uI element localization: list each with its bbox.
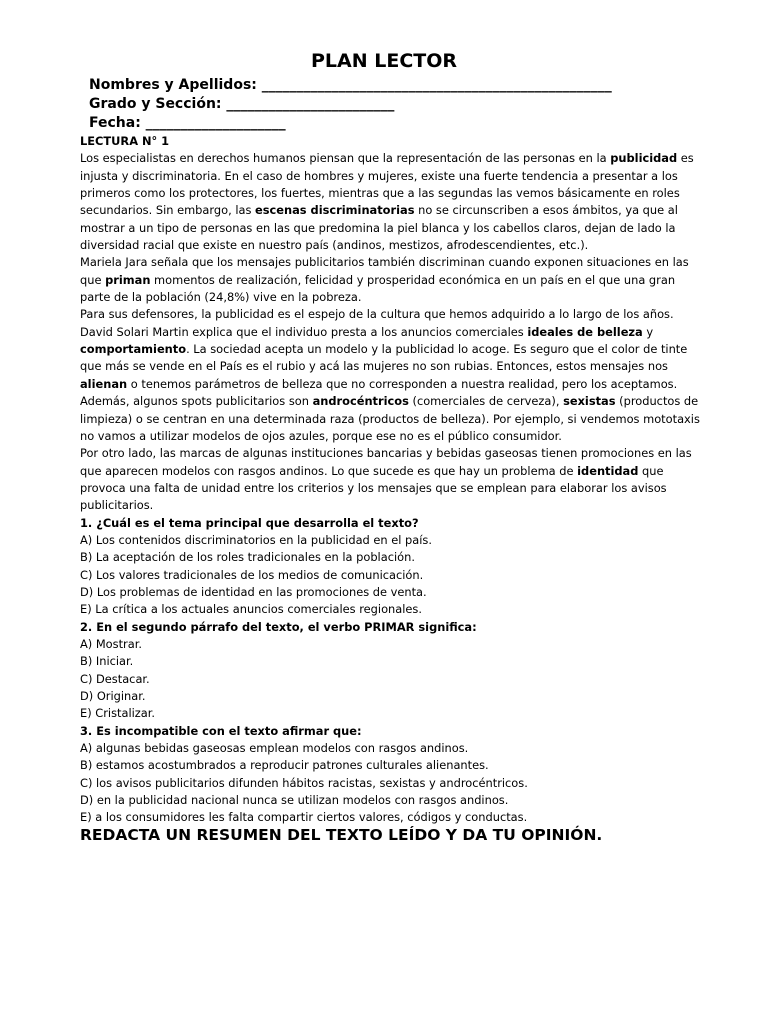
text-run: o tenemos parámetros de belleza que no corresponden a nuestra realidad, pero los aceptamos. Además, algunos spots publicitarios son: [80, 376, 678, 409]
page-title: PLAN LECTOR: [310, 50, 458, 72]
keyword-alienan: alienan: [80, 376, 128, 391]
question-2: 2. En el segundo párrafo del texto, el verbo PRIMAR significa:: [80, 619, 477, 634]
keyword-priman: priman: [105, 272, 151, 287]
question-1-option-c[interactable]: C) Los valores tradicionales de los medios de comunicación.: [80, 567, 424, 582]
question-3-option-c[interactable]: C) los avisos publicitarios difunden hábitos racistas, sexistas y androcéntricos.: [80, 775, 528, 790]
text-run: (productos de limpieza) o se centran en una determinada raza (productos de belleza). Por ejemplo, si vendemos mototaxis no vamos a utilizar modelos de ojos azules, porque ese no es el público consumidor.: [80, 394, 700, 443]
names-field[interactable]: Nombres y Apellidos: __________________________________________________: [89, 77, 612, 93]
text-run: que provoca una falta de unidad entre los criterios y los mensajes que se emplean para elaborar los avisos publicitarios.: [80, 463, 667, 513]
question-3: 3. Es incompatible con el texto afirmar que:: [80, 723, 362, 738]
question-2-option-e[interactable]: E) Cristalizar.: [80, 706, 155, 721]
text-run: Por otro lado, las marcas de algunas instituciones bancarias y bebidas gaseosas tienen promociones en las que aparecen modelos con rasgos andinos. Lo que sucede es que hay un problema de: [80, 446, 692, 478]
question-1-option-b[interactable]: B) La aceptación de los roles tradicionales en la población.: [80, 550, 415, 565]
keyword-ideales-de-belleza: ideales de belleza: [527, 324, 643, 339]
reading-paragraph-2: [80, 254, 706, 306]
keyword-identidad: identidad: [577, 463, 639, 478]
question-3-option-e[interactable]: E) a los consumidores les falta compartir ciertos valores, códigos y conductas.: [80, 810, 528, 825]
text-run: (comerciales de cerveza),: [408, 394, 564, 409]
question-1-option-d[interactable]: D) Los problemas de identidad en las promociones de venta.: [80, 584, 427, 599]
question-2-option-b[interactable]: B) Iniciar.: [80, 654, 134, 669]
grade-section-field[interactable]: Grado y Sección: ________________________: [89, 96, 395, 112]
question-2-option-c[interactable]: C) Destacar.: [80, 671, 150, 686]
keyword-androcentricos: androcéntricos: [312, 394, 409, 409]
question-3-option-b[interactable]: B) estamos acostumbrados a reproducir patrones culturales alienantes.: [80, 758, 489, 773]
question-3-option-a[interactable]: A) algunas bebidas gaseosas emplean modelos con rasgos andinos.: [80, 741, 469, 756]
reading-label: LECTURA N° 1: [80, 134, 170, 148]
question-2-option-a[interactable]: A) Mostrar.: [80, 636, 142, 651]
question-1-option-e[interactable]: E) La crítica a los actuales anuncios comerciales regionales.: [80, 602, 422, 617]
text-run: momentos de realización, felicidad y prosperidad económica en un país en el que una gran parte de la población (24,8%) vive en la pobreza.: [80, 272, 676, 305]
text-run: es injusta y discriminatoria. En el caso de hombres y mujeres, existe una fuerte tendencia a presentar a los primeros como los protectores, los fuertes, mientras que a las segundas las vemos básicamente en roles secundarios. Sin embargo, las: [80, 151, 694, 218]
text-run: . La sociedad acepta un modelo y la publicidad lo acoge. Es seguro que el color de tinte que más se vende en el País es el rubio y acá las mujeres no son rubias. Entonces, estos mensajes nos: [80, 342, 688, 374]
reading-paragraph-1: [80, 150, 706, 254]
question-2-option-d[interactable]: D) Originar.: [80, 689, 146, 703]
date-field[interactable]: Fecha: ____________________: [89, 115, 286, 131]
text-run: Los especialistas en derechos humanos piensan que la representación de las personas en la: [80, 151, 611, 166]
reading-paragraph-4: [80, 445, 706, 514]
keyword-sexistas: sexistas: [563, 394, 616, 409]
question-1: 1. ¿Cuál es el tema principal que desarrolla el texto?: [80, 515, 419, 530]
text-run: Mariela Jara señala que los mensajes publicitarios también discriminan cuando exponen situaciones en las que: [80, 255, 689, 287]
question-1-option-a[interactable]: A) Los contenidos discriminatorios en la publicidad en el país.: [80, 532, 432, 547]
text-run: no se circunscriben a esos ámbitos, ya que al mostrar a un tipo de personas en las que predomina la piel blanca y los cabellos claros, dejan de lado la diversidad racial que existe en nuestro país (andinos, mestizos, afrodescendientes, etc.).: [80, 203, 678, 253]
reading-body: [80, 133, 706, 827]
keyword-escenas-discriminatorias: escenas discriminatorias: [255, 203, 415, 218]
summary-instruction: REDACTA UN RESUMEN DEL TEXTO LEÍDO Y DA TU OPINIÓN.: [80, 826, 603, 844]
question-3-option-d[interactable]: D) en la publicidad nacional nunca se utilizan modelos con rasgos andinos.: [80, 793, 509, 808]
keyword-publicidad: publicidad: [610, 151, 678, 166]
reading-paragraph-3: [80, 306, 706, 445]
keyword-comportamiento: comportamiento: [80, 342, 187, 357]
text-run: y: [642, 324, 654, 339]
text-run: Para sus defensores, la publicidad es el espejo de la cultura que hemos adquirido a lo largo de los años. David Solari Martin explica que el individuo presta a los anuncios comerciales: [80, 307, 674, 339]
